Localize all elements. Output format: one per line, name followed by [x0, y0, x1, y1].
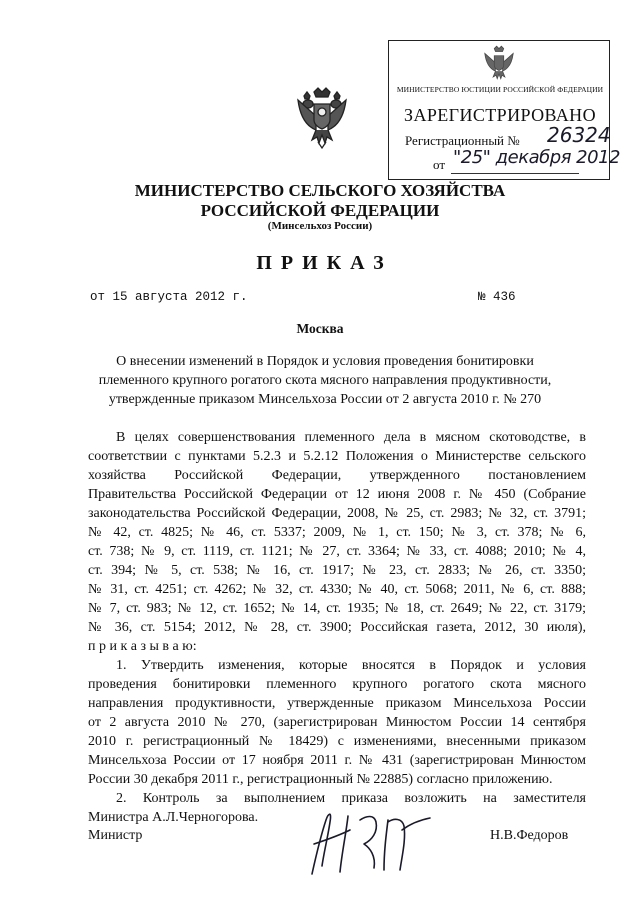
stamp-date-value: "25" декабря 2012	[453, 147, 620, 168]
order-number: № 436	[478, 290, 516, 304]
order-subject-line: утвержденные приказом Минсельхоза России от 2 августа 2010 г. № 270	[108, 392, 542, 407]
body-line: № 36, ст. 5154; 2012, № 28, ст. 3900; Российская газета, 2012, 30 июля),	[88, 620, 586, 635]
body-line: Минсельхоза России от 17 ноября 2011 г. № 431 (зарегистрирован Минюстом	[88, 753, 586, 768]
stamp-date-label: от	[433, 157, 446, 172]
stamp-regnum-value: 26324	[547, 123, 611, 147]
stamp-ministry-name: МИНИСТЕРСТВО ЮСТИЦИИ РОССИЙСКОЙ ФЕДЕРАЦИИ	[396, 85, 604, 94]
signatory-name: Н.В.Федоров	[490, 828, 569, 843]
body-line: ст. 738; № 9, ст. 1119, ст. 1121; № 27, ст. 3364; № 33, ст. 4088; 2010; № 4,	[88, 544, 586, 559]
body-line: 1. Утвердить изменения, которые вносятся в Порядок и условия	[116, 658, 586, 673]
order-date: от 15 августа 2012 г.	[90, 290, 248, 304]
body-line-prikazyvayu: п р и к а з ы в а ю:	[88, 639, 197, 654]
body-line: хозяйства Российской Федерации, утвержденного постановлением	[88, 468, 586, 483]
ministry-title-line1: МИНИСТЕРСТВО СЕЛЬСКОГО ХОЗЯЙСТВА	[134, 181, 506, 200]
body-line: № 42, ст. 4825; № 46, ст. 5337; 2009, № 1, ст. 150; № 3, ст. 378; № 6,	[88, 525, 586, 540]
registration-stamp	[388, 40, 620, 180]
city: Москва	[296, 321, 344, 336]
order-subject-line: О внесении изменений в Порядок и условия проведения бонитировки	[116, 354, 534, 369]
body-line: № 7, ст. 983; № 12, ст. 1652; № 14, ст. 1935; № 18, ст. 2649; № 22, ст. 3179;	[88, 601, 586, 616]
body-line: 2010 г. регистрационный № 18429) с изменениями, внесенными приказом	[88, 734, 586, 749]
signatory-role: Министр	[88, 828, 143, 843]
body-line: направления продуктивности, утвержденные приказом Минсельхоза России	[88, 696, 586, 711]
body-line: ст. 394; № 5, ст. 538; № 16, ст. 1917; № 23, ст. 2833; № 26, ст. 3350;	[88, 563, 586, 578]
body-line: Правительства Российской Федерации от 12 июня 2008 г. № 450 (Собрание	[88, 487, 586, 502]
order-title: ПРИКАЗ	[256, 252, 393, 274]
body-line: законодательства Российской Федерации, 2008, № 25, ст. 2983; № 32, ст. 3791;	[88, 506, 586, 521]
stamp-date-underline	[451, 173, 579, 174]
body-line: Министра А.Л.Черногорова.	[88, 810, 259, 825]
ministry-short-name: (Минсельхоз России)	[267, 220, 373, 232]
stamp-regnum-label: Регистрационный №	[405, 133, 520, 148]
body-line: № 31, ст. 4251; ст. 4262; № 32, ст. 4330; № 40, ст. 5068; 2011, № 6, ст. 888;	[88, 582, 586, 597]
body-line: 2. Контроль за выполнением приказа возложить на заместителя	[116, 791, 586, 806]
order-subject-line: племенного крупного рогатого скота мясного направления продуктивности,	[98, 373, 552, 388]
order-body	[88, 428, 586, 827]
stamp-registered-label: ЗАРЕГИСТРИРОВАНО	[404, 105, 596, 125]
body-line: проведения бонитировки племенного крупного рогатого скота мясного	[88, 677, 586, 692]
ministry-title-line2: РОССИЙСКОЙ ФЕДЕРАЦИИ	[200, 201, 440, 220]
order-subject	[60, 352, 590, 409]
ministry-title	[0, 181, 640, 221]
coat-of-arms-icon	[296, 86, 348, 150]
handwritten-signature	[290, 800, 440, 880]
body-line: от 2 августа 2010 № 270, (зарегистрирован Минюстом России 14 сентября	[88, 715, 586, 730]
body-line: В целях совершенствования племенного дела в мясном скотоводстве, в	[116, 430, 586, 445]
body-line: соответствии с пунктами 5.2.3 и 5.2.12 Положения о Министерстве сельского	[88, 449, 586, 464]
body-line: России 30 декабря 2011 г., регистрационный № 22885) согласно приложению.	[88, 772, 553, 787]
stamp-coat-of-arms-icon	[483, 45, 515, 83]
